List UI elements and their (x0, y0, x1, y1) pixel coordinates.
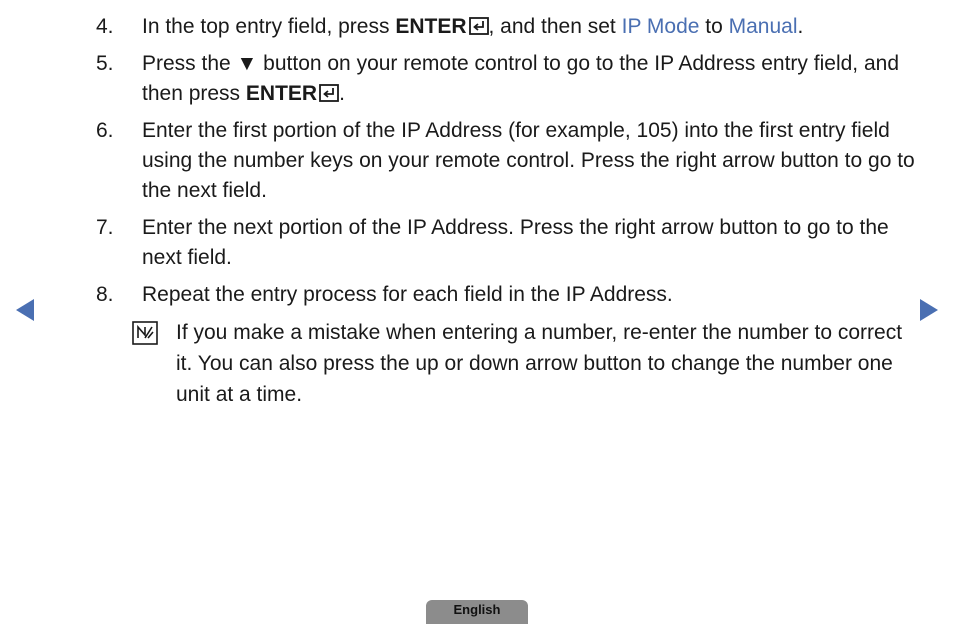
step-text: Enter the next portion of the IP Address. Press the right arrow button to go to the next field. (142, 216, 889, 269)
step-number: 5. (96, 52, 114, 75)
step-number: 8. (96, 283, 114, 306)
step-8 (96, 280, 916, 310)
triangle-right-icon[interactable] (920, 299, 938, 321)
step-5 (96, 49, 916, 109)
note-text: If you make a mistake when entering a number, re-enter the number to correct it. You can also press the up or down arrow button to change the number one unit at a time. (176, 321, 903, 406)
note-icon (132, 317, 176, 410)
step-6 (96, 116, 916, 206)
enter-key-label: ENTER (245, 82, 318, 105)
step-number: 7. (96, 216, 114, 239)
step-number: 6. (96, 119, 114, 142)
manual-content (96, 12, 916, 410)
enter-key-icon (319, 84, 339, 102)
step-text: Press the ▼ button on your remote control to go to the IP Address entry field, and then press ENTER . (142, 52, 899, 105)
note-block (132, 317, 916, 410)
step-text: Repeat the entry process for each field in the IP Address. (142, 283, 673, 306)
step-7 (96, 213, 916, 273)
step-text: In the top entry field, press ENTER , and then set IP Mode to Manual. (142, 15, 804, 38)
enter-key-label: ENTER (395, 15, 467, 38)
language-tab[interactable]: English (426, 600, 528, 624)
triangle-left-icon[interactable] (16, 299, 34, 321)
step-4 (96, 12, 916, 42)
step-text: Enter the first portion of the IP Address (for example, 105) into the first entry field using the number keys on your remote control. Press the right arrow button to go to the next field. (142, 119, 915, 202)
enter-key-icon (469, 17, 489, 35)
step-number: 4. (96, 15, 114, 38)
ip-mode-label: IP Mode (621, 15, 700, 38)
manual-label: Manual (728, 15, 798, 38)
